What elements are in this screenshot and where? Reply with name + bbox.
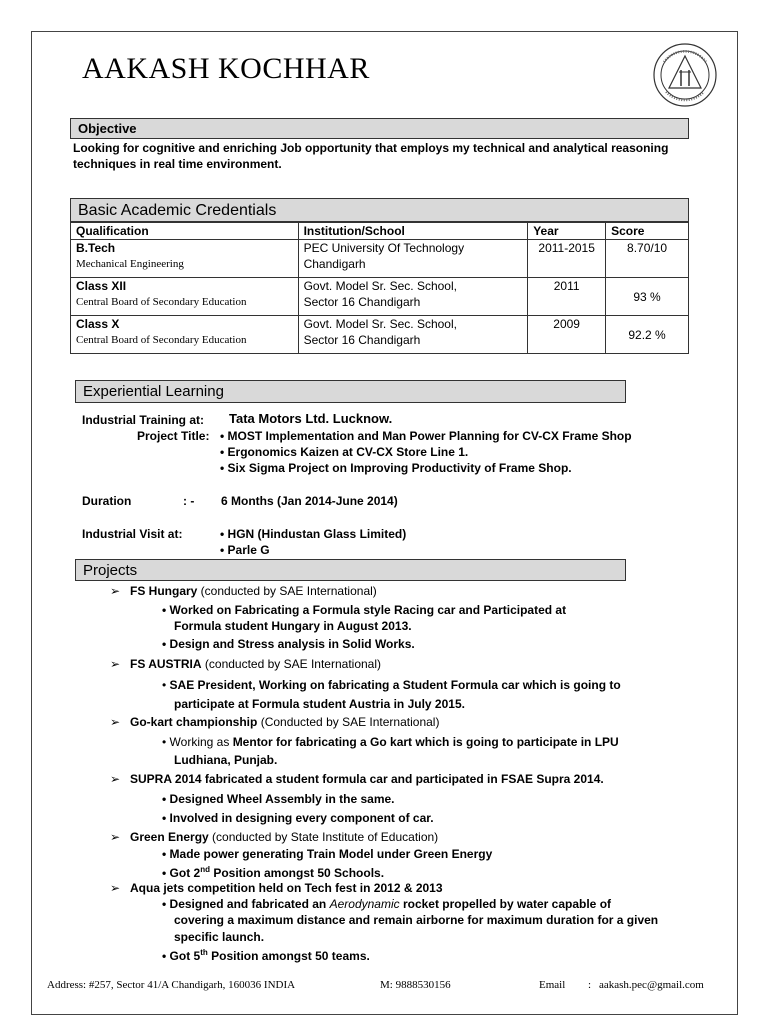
score-cell: 92.2 % (606, 316, 689, 354)
experiential-heading: Experiential Learning (83, 383, 224, 400)
project-heading: ➢ FS AUSTRIA (conducted by SAE International) (110, 657, 381, 671)
table-row (71, 278, 689, 316)
footer-email-label: Email (539, 979, 566, 991)
arrow-bullet-icon: ➢ (110, 772, 121, 786)
institution-line1: Govt. Model Sr. Sec. School, (303, 317, 457, 331)
project-bullet: • Worked on Fabricating a Formula style Racing car and Participated at (162, 603, 567, 617)
section-header-academic (70, 198, 689, 222)
institution-line2: Sector 16 Chandigarh (303, 333, 421, 347)
qualification-board: Central Board of Secondary Education (76, 334, 247, 346)
institution-cell (298, 240, 528, 278)
duration-separator: : - (183, 494, 195, 508)
project-item: • Six Sigma Project on Improving Productivity of Frame Shop. (220, 461, 572, 475)
column-header: Year (528, 223, 606, 240)
score-cell: 93 % (606, 278, 689, 316)
project-title-label: Project Title: (137, 429, 210, 443)
project-bullet: • Got 2nd Position amongst 50 Schools. (162, 865, 385, 880)
project-bullet: specific launch. (174, 930, 265, 944)
visit-item: • HGN (Hindustan Glass Limited) (220, 527, 407, 541)
page-border (31, 31, 738, 1015)
objective-text-line2: techniques in real time environment. (73, 157, 282, 171)
project-heading: ➢ FS Hungary (conducted by SAE International) (110, 584, 377, 598)
project-heading: ➢ Go-kart championship (Conducted by SAE International) (110, 715, 440, 729)
project-bullet: • SAE President, Working on fabricating a Student Formula car which is going to (162, 678, 621, 692)
project-bullet: • Working as Mentor for fabricating a Go kart which is going to participate in LPU (162, 735, 619, 749)
score-cell: 8.70/10 (606, 240, 689, 278)
project-bullet: • Designed Wheel Assembly in the same. (162, 792, 395, 806)
project-bullet: participate at Formula student Austria in July 2015. (174, 697, 465, 711)
section-header-projects (75, 559, 626, 581)
qualification-board: Mechanical Engineering (76, 258, 184, 270)
duration-label: Duration (82, 494, 132, 508)
candidate-name: AAKASH KOCHHAR (82, 52, 370, 85)
column-header: Qualification (71, 223, 299, 240)
qualification: B.Tech (76, 241, 116, 255)
project-item: • Ergonomics Kaizen at CV-CX Store Line 1. (220, 445, 469, 459)
qualification-cell (71, 316, 299, 354)
arrow-bullet-icon: ➢ (110, 657, 121, 671)
qualification: Class X (76, 317, 120, 331)
arrow-bullet-icon: ➢ (110, 830, 121, 844)
project-bullet: • Design and Stress analysis in Solid Works. (162, 637, 415, 651)
arrow-bullet-icon: ➢ (110, 881, 121, 895)
objective-text-line1: Looking for cognitive and enriching Job opportunity that employs my technical and analytical reasoning (73, 141, 669, 155)
table-row (71, 240, 689, 278)
qualification-board: Central Board of Secondary Education (76, 296, 247, 308)
project-heading: ➢ SUPRA 2014 fabricated a student formula car and participated in FSAE Supra 2014. (110, 772, 604, 786)
academic-table (70, 222, 689, 354)
visit-item: • Parle G (220, 543, 270, 557)
year-cell: 2009 (528, 316, 606, 354)
column-header: Score (606, 223, 689, 240)
institution-line2: Sector 16 Chandigarh (303, 295, 421, 309)
institution-cell (298, 278, 528, 316)
institution-line1: PEC University Of Technology (303, 241, 465, 255)
table-row (71, 316, 689, 354)
training-value: Tata Motors Ltd. Lucknow. (229, 411, 393, 426)
objective-heading: Objective (78, 121, 137, 136)
footer-address: Address: #257, Sector 41/A Chandigarh, 160036 INDIA (47, 979, 296, 991)
footer-phone: M: 9888530156 (380, 979, 451, 991)
project-heading: ➢ Aqua jets competition held on Tech fest in 2012 & 2013 (110, 881, 443, 895)
section-header-experiential (75, 380, 626, 403)
table-header-row (71, 223, 689, 240)
projects-heading: Projects (83, 562, 138, 579)
footer-email[interactable]: aakash.pec@gmail.com (599, 979, 704, 991)
duration-value: 6 Months (Jan 2014-June 2014) (221, 494, 398, 508)
project-bullet: • Made power generating Train Model under Green Energy (162, 847, 493, 861)
institution-line2: Chandigarh (303, 257, 366, 271)
project-item: • MOST Implementation and Man Power Planning for CV-CX Frame Shop (220, 429, 632, 443)
footer-email-separator: : (588, 979, 592, 991)
institution-cell (298, 316, 528, 354)
project-bullet: covering a maximum distance and remain airborne for maximum duration for a given (174, 913, 659, 927)
project-bullet: • Involved in designing every component of car. (162, 811, 434, 825)
year-cell: 2011-2015 (528, 240, 606, 278)
visit-label: Industrial Visit at: (82, 527, 183, 541)
project-bullet: • Got 5th Position amongst 50 teams. (162, 948, 370, 963)
qualification-cell (71, 278, 299, 316)
project-heading: ➢ Green Energy (conducted by State Institute of Education) (110, 830, 439, 844)
project-bullet: • Designed and fabricated an Aerodynamic rocket propelled by water capable of (162, 897, 612, 911)
column-header: Institution/School (298, 223, 528, 240)
arrow-bullet-icon: ➢ (110, 715, 121, 729)
project-bullet: Ludhiana, Punjab. (174, 753, 278, 767)
year-cell: 2011 (528, 278, 606, 316)
training-label: Industrial Training at: (82, 413, 205, 427)
section-header-objective (70, 118, 689, 139)
qualification: Class XII (76, 279, 127, 293)
qualification-cell (71, 240, 299, 278)
institution-line1: Govt. Model Sr. Sec. School, (303, 279, 457, 293)
academic-heading: Basic Academic Credentials (78, 202, 277, 219)
university-seal-icon (652, 42, 718, 108)
arrow-bullet-icon: ➢ (110, 584, 121, 598)
project-bullet: Formula student Hungary in August 2013. (174, 619, 412, 633)
